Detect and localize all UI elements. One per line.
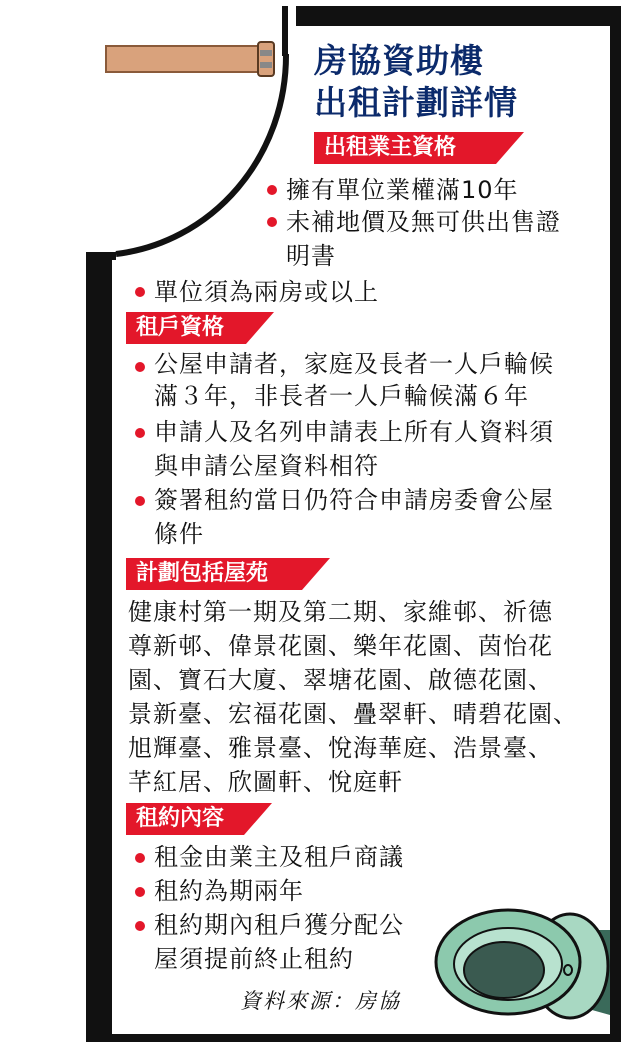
- section-header-tenant: [126, 312, 274, 344]
- toilet-illustration: [432, 900, 610, 1030]
- estates-line-5: 旭輝臺、雅景臺、悅海華庭、浩景臺、: [128, 734, 553, 762]
- lease-item-3-line-2: 屋須提前終止租約: [154, 945, 354, 973]
- bullet: [135, 362, 145, 372]
- title-line-2: 出租計劃詳情: [314, 83, 518, 122]
- tenant-item-3-line-1: 簽署租約當日仍符合申請房委會公屋: [154, 486, 554, 514]
- door-swing-illustration: [86, 6, 306, 266]
- owner-item-1: 擁有單位業權滿10年: [286, 176, 519, 204]
- tenant-item-1-line-2: 滿３年，非長者一人戶輪候滿６年: [154, 382, 529, 410]
- bullet: [135, 921, 145, 931]
- bullet: [135, 853, 145, 863]
- section-header-owner-text: 出租業主資格: [324, 135, 457, 160]
- section-header-lease-text: 租約內容: [136, 806, 225, 831]
- section-header-estates-text: 計劃包括屋苑: [136, 561, 269, 586]
- estates-line-6: 芊紅居、欣圖軒、悅庭軒: [128, 768, 403, 796]
- estates-line-2: 尊新邨、偉景花園、樂年花園、茵怡花: [128, 632, 553, 660]
- owner-item-2-line-2: 明書: [286, 242, 336, 270]
- bullet: [267, 185, 277, 195]
- lease-item-1: 租金由業主及租戶商議: [154, 843, 404, 871]
- bullet: [135, 496, 145, 506]
- section-header-estates: [126, 558, 330, 590]
- page-title: [314, 40, 518, 124]
- estates-line-3: 園、寶石大廈、翠塘花園、啟德花園、: [128, 666, 553, 694]
- estates-line-1: 健康村第一期及第二期、家維邨、祈德: [128, 598, 553, 626]
- section-header-owner: [314, 132, 524, 164]
- estates-line-4: 景新臺、宏福花園、疊翠軒、晴碧花園、: [128, 700, 578, 728]
- lease-item-3-line-1: 租約期內租戶獲分配公: [154, 911, 404, 939]
- section-header-tenant-text: 租戶資格: [136, 315, 225, 340]
- title-line-1: 房協資助樓: [314, 41, 484, 80]
- tenant-item-2-line-1: 申請人及名列申請表上所有人資料須: [154, 418, 554, 446]
- owner-item-3: 單位須為兩房或以上: [154, 278, 379, 306]
- lease-item-2: 租約為期兩年: [154, 877, 304, 905]
- bullet: [135, 287, 145, 297]
- tenant-item-1-line-1: 公屋申請者，家庭及長者一人戶輪候: [154, 350, 554, 378]
- source-credit: 資料來源：房協: [240, 989, 401, 1013]
- tenant-item-2-line-2: 與申請公屋資料相符: [154, 452, 379, 480]
- bullet: [135, 428, 145, 438]
- bullet: [267, 217, 277, 227]
- tenant-item-3-line-2: 條件: [154, 520, 204, 548]
- owner-item-2-line-1: 未補地價及無可供出售證: [286, 208, 561, 236]
- section-header-lease: [126, 803, 272, 835]
- bullet: [135, 887, 145, 897]
